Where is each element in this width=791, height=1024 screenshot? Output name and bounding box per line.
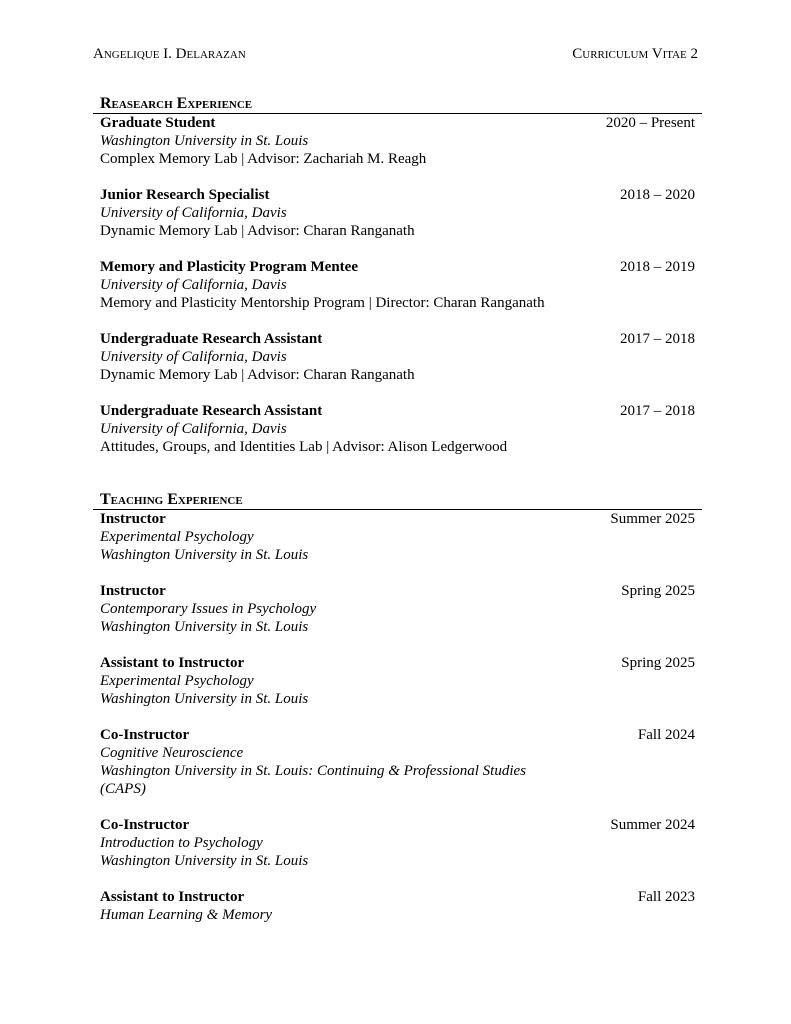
date-range: 2018 – 2019 [620,259,695,275]
institution: University of California, Davis [100,421,287,437]
date-range: 2020 – Present [605,115,695,131]
lab-detail: Dynamic Memory Lab | Advisor: Charan Ranganath [100,367,415,383]
institution: Washington University in St. Louis [100,619,309,635]
institution: Washington University in St. Louis: Continuing & Professional Studies (CAPS) [100,763,526,797]
term: Fall 2023 [637,889,695,905]
research-entry [100,402,695,456]
role-title: Assistant to Instructor [100,889,245,905]
institution: Washington University in St. Louis [100,547,309,563]
role-title: Co-Instructor [100,817,190,833]
course-name: Cognitive Neuroscience [100,745,244,761]
header-page-label: Curriculum Vitae 2 [572,46,698,62]
institution: University of California, Davis [100,349,287,365]
role-title: Junior Research Specialist [100,187,270,203]
date-range: 2017 – 2018 [620,403,695,419]
role-title: Graduate Student [100,115,216,131]
term: Summer 2024 [610,817,695,833]
term: Spring 2025 [621,655,695,671]
role-title: Instructor [100,511,166,527]
research-entry [100,330,695,384]
date-range: 2017 – 2018 [620,331,695,347]
teaching-entry [100,888,695,924]
date-range: 2018 – 2020 [620,187,695,203]
research-entry [100,114,695,168]
role-title: Undergraduate Research Assistant [100,331,323,347]
role-title: Co-Instructor [100,727,190,743]
teaching-entry [100,816,695,870]
term: Summer 2025 [610,511,695,527]
lab-detail: Memory and Plasticity Mentorship Program | Director: Charan Ranganath [100,295,545,311]
role-title: Memory and Plasticity Program Mentee [100,259,358,275]
research-section-title: Reasearch Experience [93,95,702,114]
research-section [93,95,702,474]
institution: Washington University in St. Louis [100,691,309,707]
institution: University of California, Davis [100,205,287,221]
term: Fall 2024 [637,727,695,743]
lab-detail: Dynamic Memory Lab | Advisor: Charan Ranganath [100,223,415,239]
header-name: Angelique I. Delarazan [93,46,246,62]
teaching-entry [100,654,695,708]
course-name: Human Learning & Memory [100,907,273,923]
teaching-entry [100,582,695,636]
role-title: Assistant to Instructor [100,655,245,671]
research-entry [100,186,695,240]
institution: Washington University in St. Louis [100,853,309,869]
teaching-entry [100,510,695,564]
course-name: Experimental Psychology [100,673,254,689]
course-name: Contemporary Issues in Psychology [100,601,317,617]
course-name: Experimental Psychology [100,529,254,545]
teaching-section [93,491,702,942]
institution: Washington University in St. Louis [100,133,309,149]
role-title: Undergraduate Research Assistant [100,403,323,419]
term: Spring 2025 [621,583,695,599]
lab-detail: Attitudes, Groups, and Identities Lab | Advisor: Alison Ledgerwood [100,439,508,455]
role-title: Instructor [100,583,166,599]
teaching-section-title: Teaching Experience [93,491,702,510]
course-name: Introduction to Psychology [100,835,263,851]
lab-detail: Complex Memory Lab | Advisor: Zachariah M. Reagh [100,151,427,167]
teaching-entry [100,726,695,798]
institution: University of California, Davis [100,277,287,293]
research-entry [100,258,695,312]
